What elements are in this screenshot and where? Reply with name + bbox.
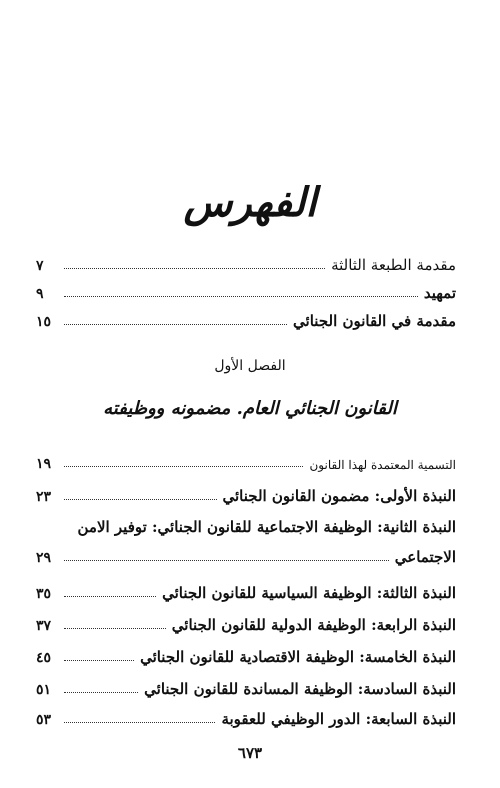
dot-leader [64,560,389,561]
toc-label: النبذة الأولى: مضمون القانون الجنائي [222,487,456,505]
toc-page-number: ٢٩ [36,550,52,566]
toc-page-number: ٥٣ [36,712,52,728]
toc-page-number: ٤٥ [36,650,52,666]
toc-page-number: ٩ [36,286,44,302]
toc-label: النبذة الرابعة: الوظيفة الدولية للقانون الجنائي [171,616,456,634]
toc-row [36,616,456,634]
toc-row [36,548,456,566]
toc-label: تمهيد [423,284,456,302]
page-title: الفهرس [183,179,317,226]
chapter-number: الفصل الأول [214,358,286,374]
toc-page-number: ١٥ [36,314,52,330]
toc-row [36,584,456,602]
toc-label-line1: النبذة الثانية: الوظيفة الاجتماعية للقانون الجنائي: توفير الامن [77,518,456,536]
toc-page-number: ٧ [36,258,44,274]
toc-page-number: ٥١ [36,682,52,698]
toc-label: النبذة الثالثة: الوظيفة السياسية للقانون الجنائي [162,584,456,602]
toc-label: مقدمة في القانون الجنائي [293,312,456,330]
dot-leader [64,466,303,467]
toc-label-line2: الاجتماعي [394,548,456,566]
dot-leader [64,324,287,325]
toc-page-number: ١٩ [36,456,52,472]
toc-row [36,456,456,472]
toc-row [36,648,456,666]
toc-label: النبذة السادسة: الوظيفة المساندة للقانون الجنائي [144,680,456,698]
toc-row [36,487,456,505]
toc-page-number: ٢٣ [36,489,52,505]
toc-row [36,256,456,274]
toc-label: التسمية المعتمدة لهذا القانون [309,458,456,472]
toc-page-number: ٣٥ [36,586,52,602]
dot-leader [64,596,156,597]
dot-leader [64,268,325,269]
toc-label: النبذة السابعة: الدور الوظيفي للعقوبة [221,710,456,728]
toc-page-number: ٣٧ [36,618,52,634]
toc-row [36,680,456,698]
dot-leader [64,722,215,723]
dot-leader [64,296,418,297]
chapter-title: القانون الجنائي العام. مضمونه ووظيفته [103,398,397,419]
dot-leader [64,628,166,629]
toc-row [36,710,456,728]
page-number-footer: ٦٧٣ [237,744,263,762]
dot-leader [64,692,138,693]
toc-label: النبذة الخامسة: الوظيفة الاقتصادية للقانون الجنائي [140,648,456,666]
toc-row [36,284,456,302]
dot-leader [64,499,217,500]
dot-leader [64,660,134,661]
toc-label: مقدمة الطبعة الثالثة [331,256,456,274]
toc-row [36,312,456,330]
